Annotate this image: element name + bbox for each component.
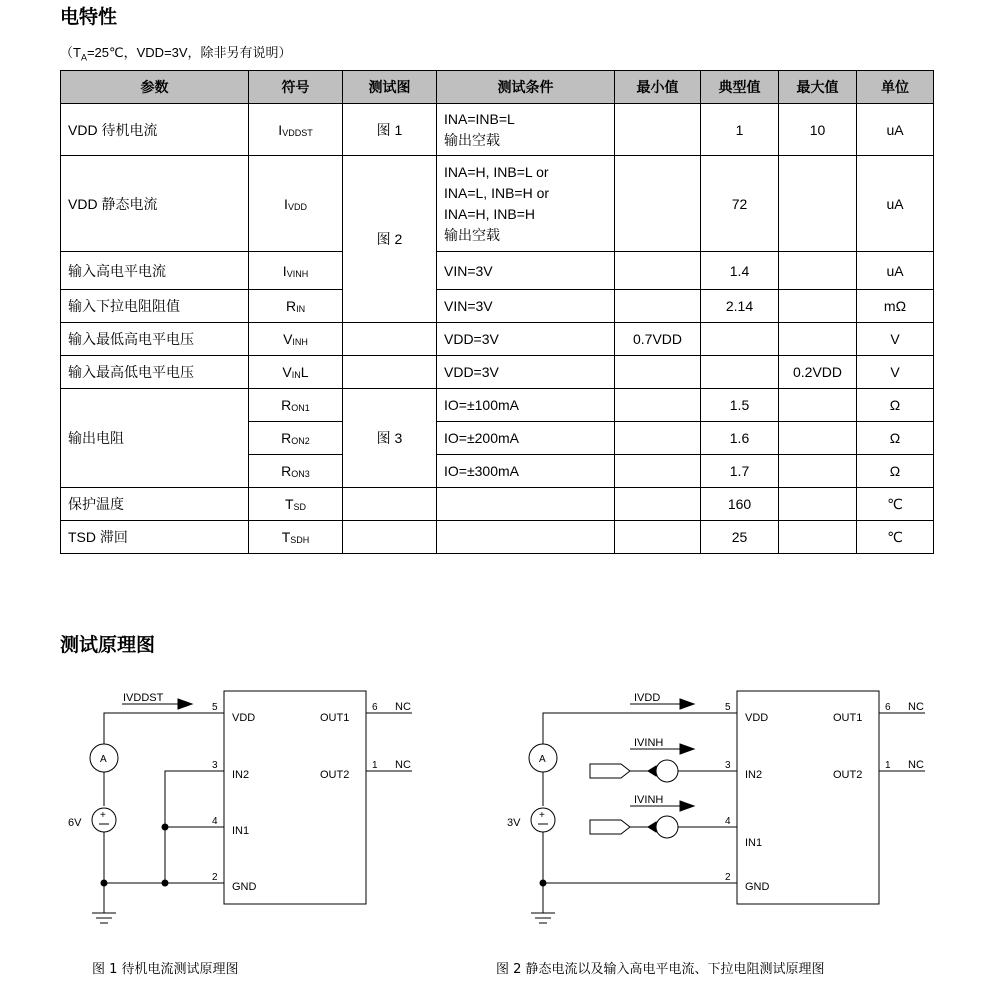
svg-text:GND: GND: [745, 881, 770, 893]
unit-cell: mΩ: [857, 290, 934, 323]
typ-cell: 72: [701, 156, 779, 252]
max-cell: 10: [779, 104, 857, 156]
figure-cell: 图 1: [343, 104, 437, 156]
svg-text:OUT1: OUT1: [320, 712, 350, 724]
param-cell: 保护温度: [61, 488, 249, 521]
figure-1-circuit: [68, 691, 412, 923]
svg-text:OUT1: OUT1: [833, 712, 863, 724]
svg-text:3: 3: [725, 760, 731, 771]
condition-cell: VIN=3V: [437, 290, 615, 323]
symbol-cell: $V_{IN}L$: [249, 356, 343, 389]
current-label-ivddst: IVDDST: [123, 692, 164, 704]
typ-cell: 25: [701, 521, 779, 554]
svg-text:IN1: IN1: [232, 825, 250, 837]
typ-cell: 160: [701, 488, 779, 521]
condition-cell: IO=±300mA: [437, 455, 615, 488]
symbol-cell: $I_{VINH}$: [249, 252, 343, 290]
condition-cell: VDD=3V: [437, 323, 615, 356]
current-arrow-icon: [178, 699, 192, 709]
header-test-condition: 测试条件: [437, 71, 615, 104]
svg-text:OUT2: OUT2: [833, 769, 863, 781]
typ-cell: 1.6: [701, 422, 779, 455]
current-label-ivinh: IVINH: [634, 737, 664, 749]
svg-text:NC: NC: [395, 701, 411, 713]
condition-cell: INA=INB=L 输出空载: [437, 104, 615, 156]
symbol-cell: $V_{INH}$: [249, 323, 343, 356]
symbol-cell: $R_{ON1}$: [249, 389, 343, 422]
min-cell: 0.7VDD: [615, 323, 701, 356]
svg-text:VDD: VDD: [232, 712, 256, 724]
typ-cell: 1: [701, 104, 779, 156]
svg-text:6: 6: [885, 702, 891, 713]
svg-text:2: 2: [212, 872, 218, 883]
param-cell: 输入高电平电流: [61, 252, 249, 290]
unit-cell: Ω: [857, 455, 934, 488]
typ-cell: 2.14: [701, 290, 779, 323]
svg-text:1: 1: [372, 760, 378, 771]
figure-cell: 图 2: [343, 156, 437, 323]
header-unit: 单位: [857, 71, 934, 104]
symbol-cell: $T_{SD}$: [249, 488, 343, 521]
svg-text:4: 4: [212, 816, 218, 827]
unit-cell: V: [857, 356, 934, 389]
param-cell: VDD 静态电流: [61, 156, 249, 252]
header-symbol: 符号: [249, 71, 343, 104]
param-cell: 输入最高低电平电压: [61, 356, 249, 389]
typ-cell: 1.5: [701, 389, 779, 422]
svg-text:IN2: IN2: [232, 769, 250, 781]
unit-cell: V: [857, 323, 934, 356]
unit-cell: Ω: [857, 389, 934, 422]
figure-cell: 图 3: [343, 389, 437, 488]
svg-text:A: A: [100, 754, 107, 765]
symbol-cell: $R_{IN}$: [249, 290, 343, 323]
svg-text:IN1: IN1: [745, 837, 763, 849]
condition-cell: IO=±100mA: [437, 389, 615, 422]
source-voltage-label: 6V: [68, 817, 82, 829]
param-cell: VDD 待机电流: [61, 104, 249, 156]
unit-cell: Ω: [857, 422, 934, 455]
symbol-cell: $R_{ON3}$: [249, 455, 343, 488]
figure-2-circuit: [507, 691, 925, 923]
figure-1-caption: 图 1 待机电流测试原理图: [92, 962, 239, 977]
current-arrow-icon: [680, 744, 694, 754]
section-title-test-circuits: 测试原理图: [60, 634, 156, 656]
svg-text:OUT2: OUT2: [320, 769, 350, 781]
current-arrow-icon: [680, 801, 694, 811]
param-cell: TSD 滞回: [61, 521, 249, 554]
svg-text:A: A: [539, 754, 546, 765]
figure-2-caption: 图 2 静态电流以及输入高电平电流、下拉电阻测试原理图: [496, 962, 825, 977]
svg-text:+: +: [539, 810, 545, 821]
max-cell: 0.2VDD: [779, 356, 857, 389]
header-test-figure: 测试图: [343, 71, 437, 104]
condition-cell: VIN=3V: [437, 252, 615, 290]
current-arrow-icon: [680, 699, 694, 709]
svg-text:+: +: [100, 810, 106, 821]
unit-cell: uA: [857, 104, 934, 156]
unit-cell: ℃: [857, 488, 934, 521]
condition-cell: INA=H, INB=L or INA=L, INB=H or INA=H, INB=H 输出空载: [437, 156, 615, 252]
svg-text:2: 2: [725, 872, 731, 883]
current-source-icon: [656, 760, 678, 782]
svg-text:4: 4: [725, 816, 731, 827]
unit-cell: ℃: [857, 521, 934, 554]
svg-text:NC: NC: [908, 759, 924, 771]
condition-cell: IO=±200mA: [437, 422, 615, 455]
unit-cell: uA: [857, 252, 934, 290]
svg-text:NC: NC: [395, 759, 411, 771]
source-voltage-label: 3V: [507, 817, 521, 829]
symbol-cell: $T_{SDH}$: [249, 521, 343, 554]
svg-text:GND: GND: [232, 881, 257, 893]
input-port-icon: [590, 820, 630, 834]
current-label-ivinh: IVINH: [634, 794, 664, 806]
input-port-icon: [590, 764, 630, 778]
section-title-electrical: 电特性: [60, 6, 118, 28]
header-typ: 典型值: [701, 71, 779, 104]
param-cell: 输入最低高电平电压: [61, 323, 249, 356]
svg-text:3: 3: [212, 760, 218, 771]
symbol-cell: $I_{VDDST}$: [249, 104, 343, 156]
unit-cell: uA: [857, 156, 934, 252]
current-label-ivdd: IVDD: [634, 692, 661, 704]
header-param: 参数: [61, 71, 249, 104]
header-max: 最大值: [779, 71, 857, 104]
svg-text:NC: NC: [908, 701, 924, 713]
typ-cell: 1.4: [701, 252, 779, 290]
svg-text:IN2: IN2: [745, 769, 763, 781]
symbol-cell: $R_{ON2}$: [249, 422, 343, 455]
svg-text:5: 5: [725, 702, 731, 713]
svg-text:6: 6: [372, 702, 378, 713]
svg-text:1: 1: [885, 760, 891, 771]
header-min: 最小值: [615, 71, 701, 104]
svg-text:5: 5: [212, 702, 218, 713]
symbol-cell: $I_{VDD}$: [249, 156, 343, 252]
typ-cell: 1.7: [701, 455, 779, 488]
current-source-icon: [656, 816, 678, 838]
param-cell: 输入下拉电阻阻值: [61, 290, 249, 323]
svg-text:VDD: VDD: [745, 712, 769, 724]
param-cell: 输出电阻: [61, 389, 249, 488]
condition-cell: VDD=3V: [437, 356, 615, 389]
test-conditions-note: （$T_A=25℃$，VDD=3V，除非另有说明）: [60, 45, 292, 63]
